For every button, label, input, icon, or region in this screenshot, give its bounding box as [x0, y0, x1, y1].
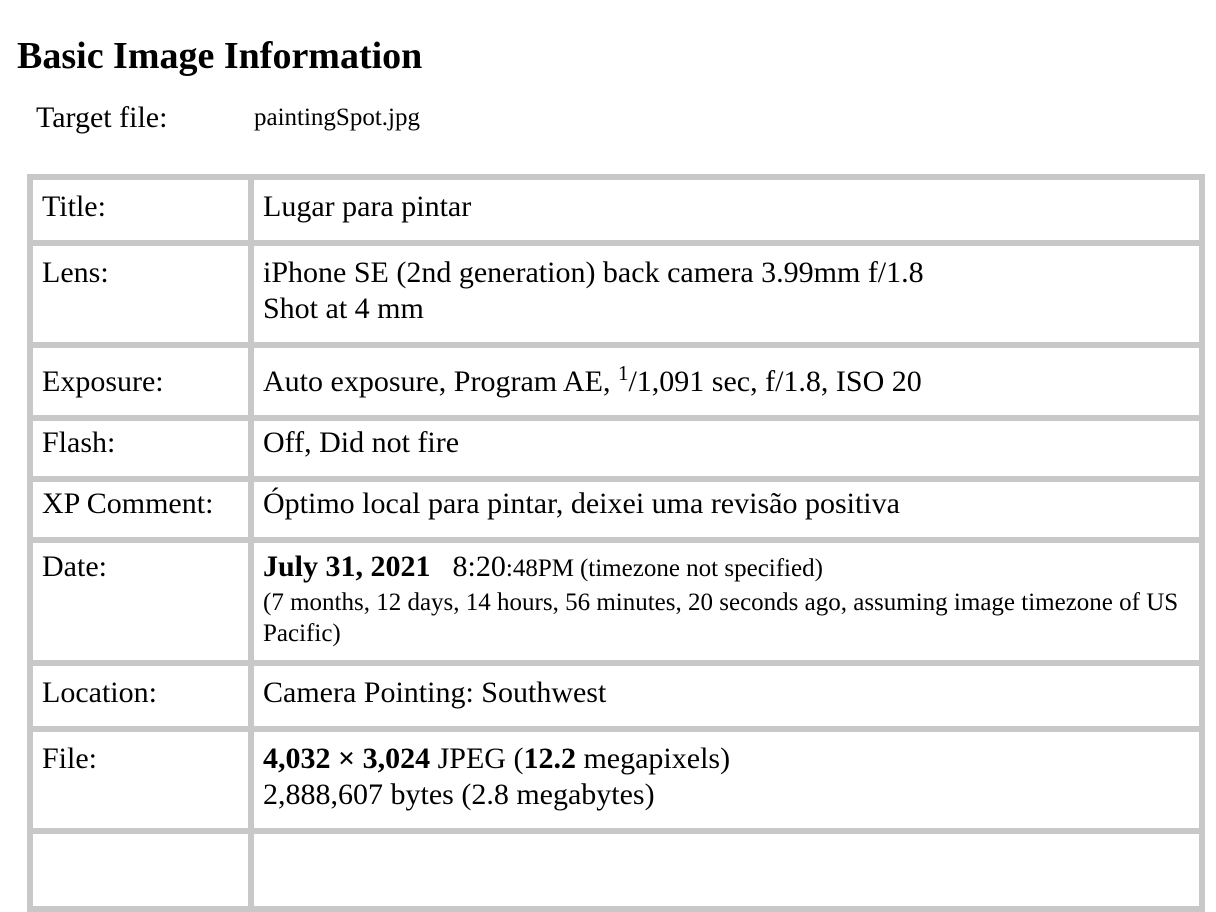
file-value	[251, 729, 1202, 831]
next-row-value	[251, 831, 1202, 909]
date-relative-age: (7 months, 12 days, 14 hours, 56 minutes, 20 seconds ago, assuming image timezone of US Pacific)	[263, 589, 1179, 647]
lens-model: iPhone SE (2nd generation) back camera 3.99mm f/1.8	[263, 256, 924, 289]
flash-label: Flash:	[30, 418, 251, 479]
file-label: File:	[30, 729, 251, 831]
lens-value	[251, 243, 1202, 345]
flash-value: Off, Did not fire	[251, 418, 1202, 479]
file-dimensions: 4,032 × 3,024	[263, 742, 431, 775]
file-size: 2,888,607 bytes (2.8 megabytes)	[263, 778, 655, 811]
table-row-lens	[30, 243, 1202, 345]
table-row-date	[30, 540, 1202, 663]
location-label: Location:	[30, 663, 251, 729]
file-format: JPEG (	[430, 742, 524, 775]
file-dimensions-line	[263, 741, 1190, 777]
date-text: July 31, 2021	[263, 550, 431, 583]
date-value	[251, 540, 1202, 663]
lens-focal-length: Shot at 4 mm	[263, 292, 424, 325]
file-megapixels: 12.2	[523, 742, 576, 775]
date-label: Date:	[30, 540, 251, 663]
table-row-flash	[30, 418, 1202, 479]
target-file-label: Target file:	[36, 101, 168, 134]
date-line	[263, 549, 1190, 587]
table-row-xp-comment	[30, 479, 1202, 540]
time-hours-minutes: 8:20	[452, 550, 506, 583]
timezone-note: (timezone not specified)	[579, 555, 823, 582]
exposure-mode: Auto exposure, Program AE,	[263, 365, 618, 398]
location-value: Camera Pointing: Southwest	[251, 663, 1202, 729]
table-row-file	[30, 729, 1202, 831]
table-row-title	[30, 177, 1202, 243]
shutter-numerator: 1	[617, 361, 629, 385]
title-value: Lugar para pintar	[251, 177, 1202, 243]
xp-comment-value: Óptimo local para pintar, deixei uma revisão positiva	[251, 479, 1202, 540]
table-row-exposure	[30, 345, 1202, 418]
next-row-label	[30, 831, 251, 909]
table-row-next	[30, 831, 1202, 909]
exposure-label: Exposure:	[30, 345, 251, 418]
file-megapixels-suffix: megapixels)	[575, 742, 731, 775]
title-label: Title:	[30, 177, 251, 243]
exposure-value	[251, 345, 1202, 418]
target-file-row	[36, 98, 420, 138]
xp-comment-label: XP Comment:	[30, 479, 251, 540]
time-seconds-ampm: :48PM	[505, 555, 574, 582]
table-row-location	[30, 663, 1202, 729]
lens-label: Lens:	[30, 243, 251, 345]
image-info-table	[27, 174, 1205, 912]
target-file-name: paintingSpot.jpg	[254, 104, 420, 131]
shutter-denominator-and-settings: /1,091 sec, f/1.8, ISO 20	[628, 365, 922, 398]
page-title: Basic Image Information	[17, 35, 423, 77]
